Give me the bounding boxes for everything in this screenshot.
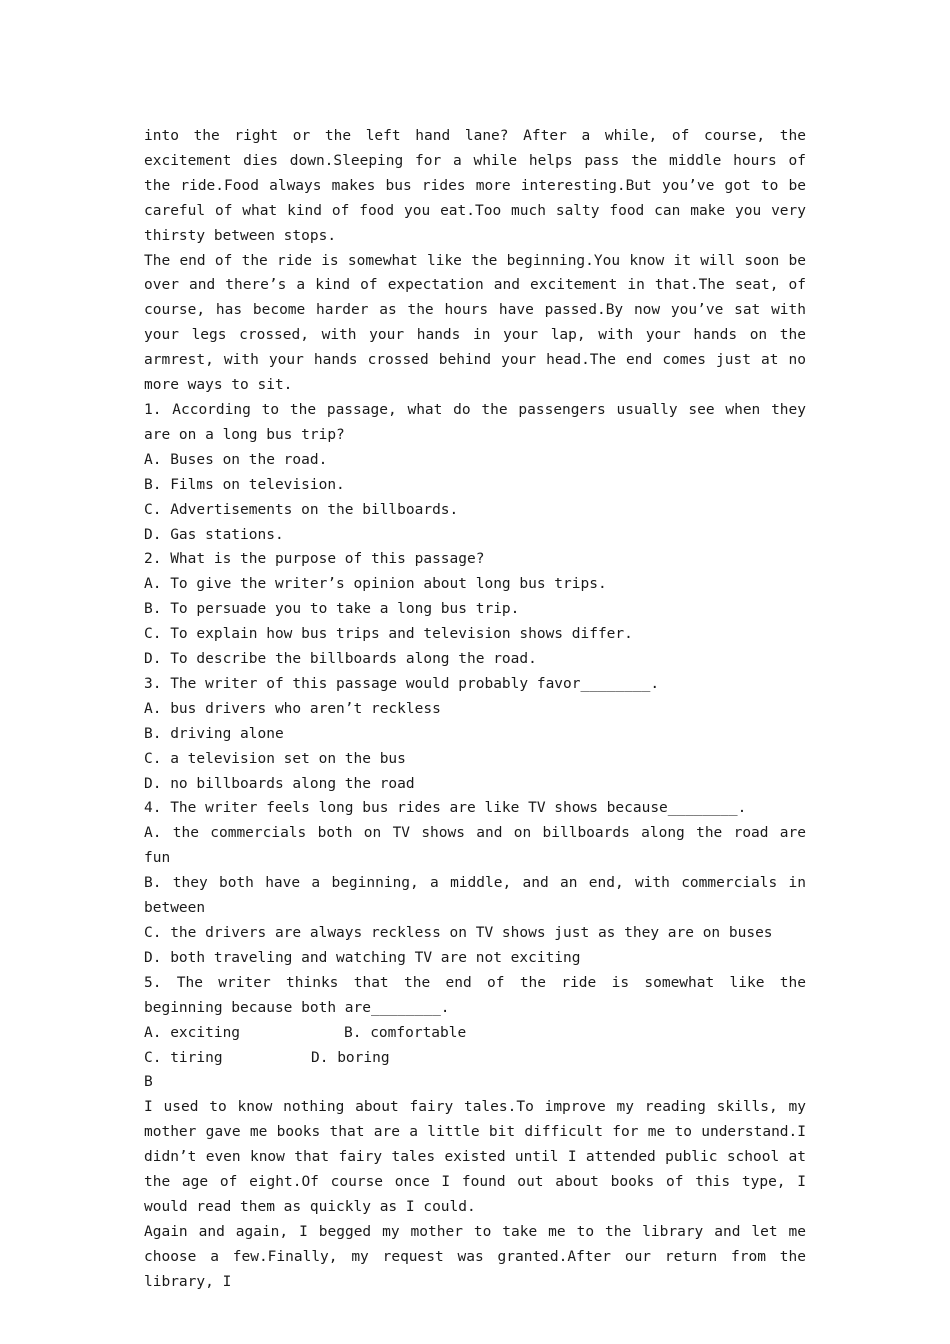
question-1-stem: 1. According to the passage, what do the passengers usually see when they are on a long bus trip? xyxy=(144,401,806,443)
passage-b-label: B xyxy=(144,1074,153,1091)
question-4-option-d: D. both traveling and watching TV are not exciting xyxy=(144,949,581,966)
question-4-option-c: C. the drivers are always reckless on TV shows just as they are on buses xyxy=(144,925,773,941)
question-5-option-d: D. boring xyxy=(311,1049,390,1066)
question-1-option-b: B. Films on television. xyxy=(144,476,345,493)
question-2-option-a: A. To give the writer’s opinion about long bus trips. xyxy=(144,576,607,593)
document-page xyxy=(144,124,806,1295)
question-2-option-c: C. To explain how bus trips and television shows differ. xyxy=(144,626,633,643)
question-5-option-c: C. tiring xyxy=(144,1049,223,1066)
passage-b-paragraph-2: Again and again, I begged my mother to take me to the library and let me choose a few.Finally, my request was granted.After our return from the library, I xyxy=(144,1223,806,1290)
question-4-stem: 4. The writer feels long bus rides are like TV shows because________. xyxy=(144,800,747,817)
question-2-option-d: D. To describe the billboards along the road. xyxy=(144,651,537,668)
question-1-option-c: C. Advertisements on the billboards. xyxy=(144,501,459,518)
passage-a-paragraph-2: The end of the ride is somewhat like the beginning.You know it will soon be over and there’s a kind of expectation and excitement in that.The seat, of course, has become harder as the hours have passed.By now you’ve sat with your legs crossed, with your hands in your lap, with your hands on the armrest, with your hands crossed behind your head.The end comes just at no more ways to sit. xyxy=(144,252,806,394)
question-3-stem: 3. The writer of this passage would probably favor________. xyxy=(144,675,660,692)
question-5-options-row-2 xyxy=(144,1046,806,1071)
question-5-options-row-1 xyxy=(144,1021,806,1046)
question-4-option-b: B. they both have a beginning, a middle, and an end, with commercials in between xyxy=(144,875,806,917)
question-3-option-c: C. a television set on the bus xyxy=(144,750,406,767)
passage-b-paragraph-1: I used to know nothing about fairy tales.To improve my reading skills, my mother gave me books that are a little bit difficult for me to understand.I didn’t even know that fairy tales existed until I attended public school at the age of eight.Of course once I found out about books of this type, I would read them as quickly as I could. xyxy=(144,1099,806,1215)
question-4-option-a: A. the commercials both on TV shows and on billboards along the road are fun xyxy=(144,825,806,867)
passage-a-paragraph-1: into the right or the left hand lane? After a while, of course, the excitement dies down.Sleeping for a while helps pass the middle hours of the ride.Food always makes bus rides more interesting.But you’ve got to be careful of what kind of food you eat.Too much salty food can make you very thirsty between stops. xyxy=(144,128,806,244)
question-2-stem: 2. What is the purpose of this passage? xyxy=(144,551,485,568)
question-1-option-d: D. Gas stations. xyxy=(144,526,284,543)
question-1-option-a: A. Buses on the road. xyxy=(144,451,328,468)
question-3-option-d: D. no billboards along the road xyxy=(144,775,415,792)
question-2-option-b: B. To persuade you to take a long bus trip. xyxy=(144,601,520,618)
question-3-option-b: B. driving alone xyxy=(144,725,284,742)
question-3-option-a: A. bus drivers who aren’t reckless xyxy=(144,700,441,717)
question-5-option-a: A. exciting xyxy=(144,1024,241,1041)
question-5-stem: 5. The writer thinks that the end of the ride is somewhat like the beginning because both are________. xyxy=(144,974,806,1016)
question-5-option-b: B. comfortable xyxy=(344,1024,467,1041)
